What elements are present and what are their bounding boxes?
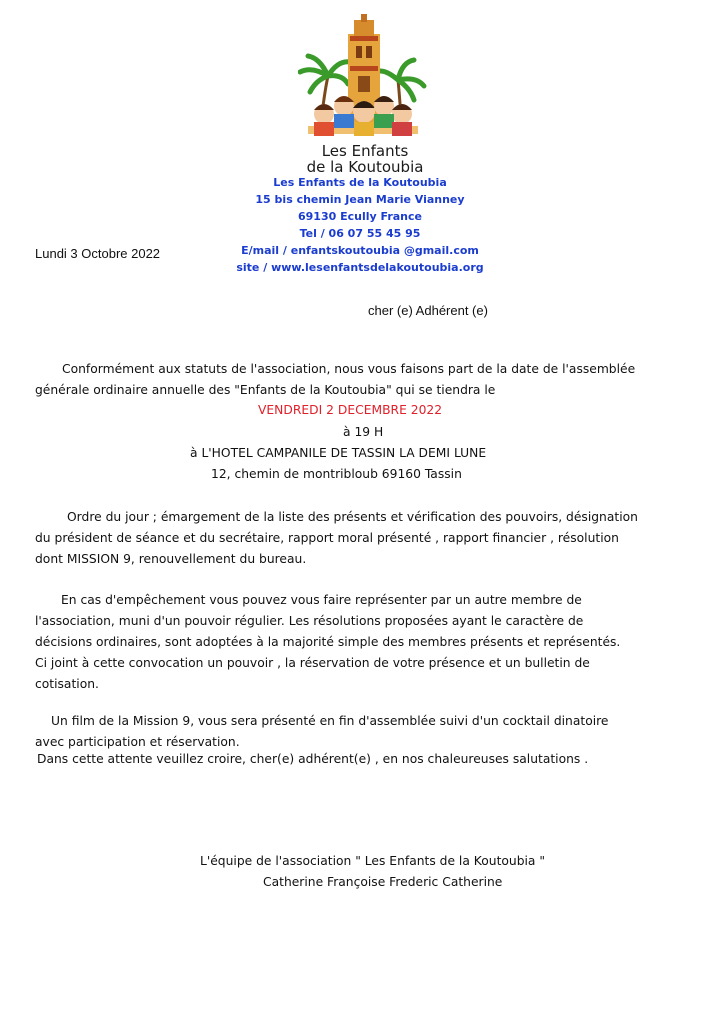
association-name: Les Enfants de la Koutoubia [273, 176, 447, 189]
proxy-line: décisions ordinaires, sont adoptées à la majorité simple des membres présents et représentés. [35, 635, 621, 649]
signature-team: L'équipe de l'association " Les Enfants de la Koutoubia " [200, 854, 546, 868]
logo-title-line2: de la Koutoubia [306, 158, 424, 176]
letter-date: Lundi 3 Octobre 2022 [35, 246, 161, 261]
association-tel: Tel / 06 07 55 45 95 [299, 227, 421, 240]
agenda-line: Ordre du jour ; émargement de la liste des présents et vérification des pouvoirs, désignation [67, 510, 638, 524]
association-city: 69130 Ecully France [298, 210, 422, 223]
association-email: E/mail / enfantskoutoubia @gmail.com [241, 244, 479, 257]
logo-title [300, 143, 430, 175]
agenda-line: dont MISSION 9, renouvellement du bureau. [35, 552, 307, 566]
film-line: Un film de la Mission 9, vous sera présenté en fin d'assemblée suivi d'un cocktail dinatoire [51, 714, 609, 728]
film-line: avec participation et réservation. [35, 735, 240, 749]
event-place: à L'HOTEL CAMPANILE DE TASSIN LA DEMI LUNE [190, 446, 487, 460]
agenda-line: du président de séance et du secrétaire, rapport moral présenté , rapport financier , résolution [35, 531, 619, 545]
association-street: 15 bis chemin Jean Marie Vianney [255, 193, 465, 206]
proxy-line: cotisation. [35, 677, 99, 691]
intro-line-1: Conformément aux statuts de l'association, nous vous faisons part de la date de l'assemblée [62, 362, 636, 376]
salutation: cher (e) Adhérent (e) [368, 303, 488, 318]
proxy-line: Ci joint à cette convocation un pouvoir , la réservation de votre présence et un bulletin de [35, 656, 590, 670]
event-time: à 19 H [343, 425, 384, 439]
agenda-paragraph [35, 507, 638, 570]
signature-names: Catherine Françoise Frederic Catherine [263, 875, 503, 889]
event-date: VENDREDI 2 DECEMBRE 2022 [258, 403, 443, 417]
closing-line: Dans cette attente veuillez croire, cher(e) adhérent(e) , en nos chaleureuses salutations . [37, 752, 589, 766]
intro-line-2: générale ordinaire annuelle des "Enfants de la Koutoubia" qui se tiendra le [35, 383, 496, 397]
film-paragraph [35, 711, 609, 753]
logo-title-line1: Les Enfants [321, 142, 409, 160]
proxy-paragraph [35, 590, 620, 695]
event-address: 12, chemin de montribloub 69160 Tassin [211, 467, 462, 481]
proxy-line: En cas d'empêchement vous pouvez vous faire représenter par un autre membre de [61, 593, 582, 607]
proxy-line: l'association, muni d'un pouvoir régulier. Les résolutions proposées ayant le caractère de [35, 614, 584, 628]
association-site: site / www.lesenfantsdelakoutoubia.org [236, 261, 484, 274]
